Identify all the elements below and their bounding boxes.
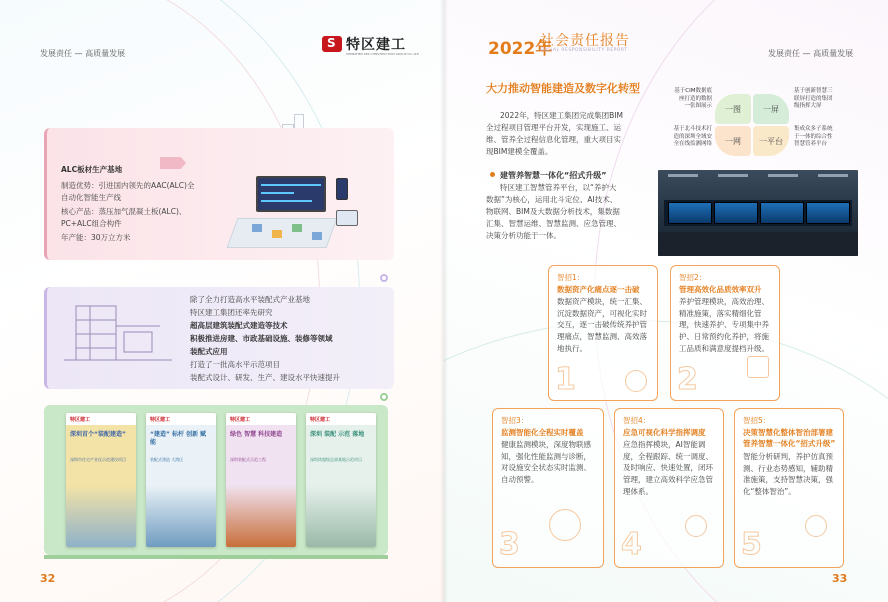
quadrant-one-network: 一网 xyxy=(715,126,751,156)
poster-brand: 特区建工 xyxy=(66,413,136,425)
card-body: 数据资产模块，统一汇集、 沉淀数据资产，可视化实时 交互，逐一击破传统养护管 理痛点，智慧监测、高效落 地执行。 xyxy=(557,297,647,353)
strategy-card-3 xyxy=(492,408,604,568)
logo-subtitle: SHENZHEN SEZ CONSTRUCTION GROUP CO.,LTD xyxy=(346,52,419,56)
quadrant-label: 基于创新智慧三 联屏打造的集团 级指挥大屏 xyxy=(794,88,833,110)
card-number: 2 xyxy=(677,362,698,397)
project-poster xyxy=(226,413,296,547)
platform-line: 决策分析功能于一体。 xyxy=(486,231,561,240)
tablet-illustration xyxy=(336,210,358,226)
quadrant-label: 基于北斗技术打 造的深圳全域安 全在线监测网络 xyxy=(673,126,712,148)
target-icon xyxy=(549,509,581,541)
alc-base-line: 制造优势：引进国内领先的AAC(ALC)全 xyxy=(61,181,195,190)
card-body: 智能分析研判，养护仿真预 测、行业态势感知，辅助精 准施策，支持智慧决策，强 化“整体智治”。 xyxy=(743,452,833,496)
card-tag: 智招3： xyxy=(501,416,529,425)
quadrant-one-platform: 一平台 xyxy=(753,126,789,156)
intro-paragraph xyxy=(486,110,623,158)
factory-block xyxy=(252,224,262,232)
company-logo xyxy=(322,34,406,54)
prefab-line-highlight: 积极推进房建、市政基础设施、装修等领域 xyxy=(190,334,333,343)
card-tag: 智招2： xyxy=(679,273,707,282)
report-title: 社会责任报告 xyxy=(540,33,630,49)
poster-brand: 特区建工 xyxy=(146,413,216,425)
quadrant-label: 基于CIM数据底 座打造的数据 一张图展示 xyxy=(674,88,712,110)
platform-line: 汇集、智慧运维、智慧监测、应急管理、 xyxy=(486,219,621,228)
prefab-line-highlight: 超高层建筑装配式建造等技术 xyxy=(190,321,288,330)
project-poster xyxy=(66,413,136,547)
quadrant-one-map: 一图 xyxy=(715,94,751,124)
alc-base-line: 年产能：30万立方米 xyxy=(61,233,131,242)
poster-title: 深圳 装配 示范 落地 xyxy=(310,431,365,438)
poster-title: 深圳首个“装配建造” xyxy=(70,431,126,438)
intro-line: 现BIM建模全覆盖。 xyxy=(486,147,553,156)
poster-photo xyxy=(226,485,296,547)
prefab-building-line-illustration xyxy=(64,296,174,366)
prefab-line: 装配式设计、研发、生产、建设水平快速提升 xyxy=(190,373,340,382)
poster-title: “建造” 标杆 创新 赋能 xyxy=(150,431,207,446)
poster-panel-bar xyxy=(44,555,388,559)
platform-paragraph xyxy=(486,182,621,242)
card-title: 管理高效化品质效率双升 xyxy=(679,285,762,294)
card-title: 应急可视化科学指挥调度 xyxy=(623,428,706,437)
intro-line: 全过程项目管理平台开发，实现施工、运 xyxy=(486,123,621,132)
project-poster xyxy=(306,413,376,547)
factory-block xyxy=(272,230,282,238)
platform-heading: 建管养智慧一体化“招式升级” xyxy=(500,171,607,180)
prefab-line: 除了全力打造高水平装配式产业基地 xyxy=(190,295,310,304)
report-title-en: SOCIAL RESPONSIBILITY REPORT xyxy=(540,48,628,53)
prefab-line: 打造了一批高水平示范项目 xyxy=(190,360,280,369)
project-poster xyxy=(146,413,216,547)
prefab-line: 特区建工集团还率先研究 xyxy=(190,308,273,317)
section-title: 大力推动智能建造及数字化转型 xyxy=(486,82,640,95)
page-number: 33 xyxy=(832,572,848,585)
strategy-card-4 xyxy=(614,408,724,568)
intro-line: 2022年，特区建工集团完成集团BIM xyxy=(500,111,623,120)
quadrant-one-screen: 一屏 xyxy=(753,94,789,124)
timeline-dot-icon xyxy=(380,393,388,401)
card-number: 5 xyxy=(741,527,762,562)
poster-subtitle: 深圳装配式示范工程 xyxy=(230,457,266,462)
running-head: 发展责任 — 高质量发展 xyxy=(768,49,854,58)
phone-illustration xyxy=(336,178,348,200)
logo-name: 特区建工 xyxy=(346,37,406,53)
page-number: 32 xyxy=(40,572,56,585)
card-body: 养护管理模块，高效治理、 精准施策，落实精细化管 理，快速养护、专项集中养 护、日常预约化养护，将施 工品质和满意度提档升级。 xyxy=(679,297,769,353)
gears-icon xyxy=(625,370,647,392)
checklist-icon xyxy=(747,356,769,378)
poster-photo xyxy=(306,485,376,547)
alc-base-line: 核心产品：蒸压加气混凝土板(ALC)、 xyxy=(61,207,187,216)
card-number: 1 xyxy=(555,362,576,397)
prefab-line-highlight: 装配式应用 xyxy=(190,347,228,356)
spine-shadow xyxy=(440,0,448,602)
card-body: 应急指挥模块，AI智能调 度，全程跟踪、统一调度、 及时响应、快速处置，闭环 管理，建立高效科学应急管 理体系。 xyxy=(623,440,713,496)
logo-icon xyxy=(322,36,342,52)
poster-photo xyxy=(146,485,216,547)
card-tag: 智招1： xyxy=(557,273,585,282)
factory-block xyxy=(292,224,302,232)
poster-subtitle: 装配式建造 大湾区 xyxy=(150,457,184,462)
handshake-icon xyxy=(805,515,827,537)
poster-photo xyxy=(66,485,136,547)
strategy-card-1 xyxy=(548,265,658,401)
card-title: 监测智能化全程实时覆盖 xyxy=(501,428,584,437)
running-head: 发展责任 — 高质量发展 xyxy=(40,49,126,58)
card-title: 决策智慧化整体智治部署建 管养智慧一体化“招式升级” xyxy=(743,428,836,449)
timeline-dot-icon xyxy=(380,274,388,282)
platform-line: 特区建工智慧管养平台，以“养护大 xyxy=(500,183,617,192)
poster-subtitle: 深圳市住宅产业化示范建设项目 xyxy=(70,457,126,462)
alc-base-title: ALC板材生产基地 xyxy=(61,165,123,174)
platform-line: 物联网、BIM及大数据分析技术，集数据 xyxy=(486,207,620,216)
card-number: 3 xyxy=(499,527,520,562)
strategy-card-5 xyxy=(734,408,844,568)
card-tag: 智招4： xyxy=(623,416,651,425)
platform-quadrant-diagram xyxy=(650,82,860,166)
intro-line: 维、管养全过程信息化管理，重大项目实 xyxy=(486,135,621,144)
platform-line: 数据”为核心，运用北斗定位、AI技术、 xyxy=(486,195,618,204)
poster-title: 绿色 智慧 科技建造 xyxy=(230,431,283,438)
card-number: 4 xyxy=(621,527,642,562)
card-title: 数据资产化痛点逐一击破 xyxy=(557,285,640,294)
quadrant-label: 集成众多子系统 于一体的综合性 智慧管养平台 xyxy=(794,126,833,148)
alc-base-line: PC+ALC组合构件 xyxy=(61,219,122,228)
poster-brand: 特区建工 xyxy=(306,413,376,425)
control-room-photo xyxy=(658,170,858,256)
poster-subtitle: 深圳湾超级总部基地示范项目 xyxy=(310,457,362,462)
scales-icon xyxy=(685,515,707,537)
poster-brand: 特区建工 xyxy=(226,413,296,425)
strategy-card-2 xyxy=(670,265,780,401)
arrow-tag-icon xyxy=(160,157,186,169)
card-tag: 智招5： xyxy=(743,416,771,425)
alc-base-line: 自动化智能生产线 xyxy=(61,193,121,202)
dashboard-monitor-illustration xyxy=(256,176,326,212)
factory-block xyxy=(312,232,322,240)
report-year: 2022年 xyxy=(488,39,553,59)
card-body: 健康监测模块，深度物联感 知，强化性能监测与诊断， 对设施安全状态实时监测、 自动预警。 xyxy=(501,440,591,484)
